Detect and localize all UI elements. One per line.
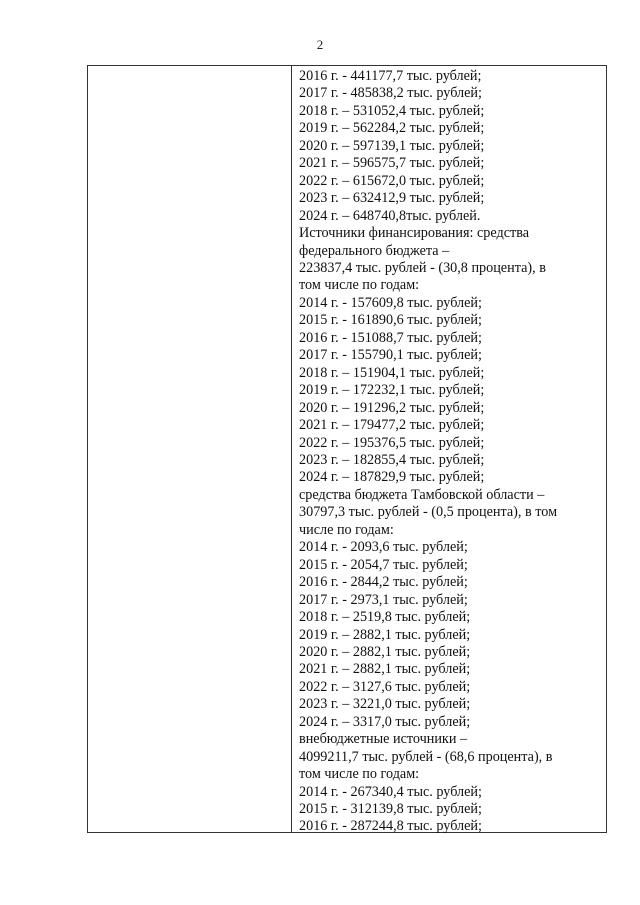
funding-line: 2016 г. - 2844,2 тыс. рублей; <box>299 574 468 591</box>
funding-line: 2022 г. – 3127,6 тыс. рублей; <box>299 678 471 695</box>
funding-line: 4099211,7 тыс. рублей - (68,6 процента), в <box>299 748 553 765</box>
funding-line: 2019 г. – 2882,1 тыс. рублей; <box>299 626 471 643</box>
funding-line: Источники финансирования: средства <box>299 225 530 242</box>
funding-line: 2017 г. - 485838,2 тыс. рублей; <box>299 85 482 102</box>
funding-line: 2019 г. – 562284,2 тыс. рублей; <box>299 120 485 137</box>
funding-line: 2019 г. – 172232,1 тыс. рублей; <box>299 382 485 399</box>
funding-line: внебюджетные источники – <box>299 731 468 748</box>
funding-line: 2023 г. – 3221,0 тыс. рублей; <box>299 696 471 713</box>
funding-line: 2022 г. – 195376,5 тыс. рублей; <box>299 434 485 451</box>
funding-line: том числе по годам: <box>299 766 420 783</box>
funding-line: 2016 г. - 441177,7 тыс. рублей; <box>299 68 482 84</box>
funding-line: средства бюджета Тамбовской области – <box>299 486 545 503</box>
funding-line: 2018 г. – 2519,8 тыс. рублей; <box>299 609 471 626</box>
funding-line: 2024 г. – 648740,8тыс. рублей. <box>299 207 481 224</box>
funding-line: 2017 г. - 155790,1 тыс. рублей; <box>299 347 482 364</box>
funding-line: федерального бюджета – <box>299 242 450 259</box>
funding-line: 2015 г. - 312139,8 тыс. рублей; <box>299 801 482 818</box>
funding-line: 2014 г. - 2093,6 тыс. рублей; <box>299 539 468 556</box>
funding-line: 2023 г. – 632412,9 тыс. рублей; <box>299 190 485 207</box>
funding-line: 2020 г. – 2882,1 тыс. рублей; <box>299 643 471 660</box>
funding-line: 2024 г. – 187829,9 тыс. рублей; <box>299 469 485 486</box>
table-left-column <box>88 66 292 832</box>
funding-line: 2017 г. - 2973,1 тыс. рублей; <box>299 591 468 608</box>
funding-line: 2020 г. – 191296,2 тыс. рублей; <box>299 399 485 416</box>
funding-line: 2021 г. – 596575,7 тыс. рублей; <box>299 155 485 172</box>
page-number: 2 <box>316 37 324 52</box>
funding-line: 2018 г. – 531052,4 тыс. рублей; <box>299 102 485 119</box>
funding-line: 2018 г. – 151904,1 тыс. рублей; <box>299 364 485 381</box>
funding-line: 2022 г. – 615672,0 тыс. рублей; <box>299 172 485 189</box>
funding-line: 2024 г. – 3317,0 тыс. рублей; <box>299 713 471 730</box>
funding-line: 2015 г. - 2054,7 тыс. рублей; <box>299 556 468 573</box>
funding-table <box>87 65 607 833</box>
funding-line: числе по годам: <box>299 521 394 538</box>
funding-line: 30797,3 тыс. рублей - (0,5 процента), в том <box>299 504 558 521</box>
funding-line: 2023 г. – 182855,4 тыс. рублей; <box>299 451 485 468</box>
funding-line: 2021 г. – 179477,2 тыс. рублей; <box>299 417 485 434</box>
table-right-column <box>299 68 598 836</box>
funding-line: 2016 г. - 151088,7 тыс. рублей; <box>299 329 482 346</box>
funding-line: 2016 г. - 287244,8 тыс. рублей; <box>299 818 482 835</box>
funding-line: 2014 г. - 267340,4 тыс. рублей; <box>299 783 482 800</box>
funding-line: 2021 г. – 2882,1 тыс. рублей; <box>299 661 471 678</box>
funding-line: 2020 г. – 597139,1 тыс. рублей; <box>299 137 485 154</box>
funding-line: 2014 г. - 157609,8 тыс. рублей; <box>299 294 482 311</box>
funding-line: том числе по годам: <box>299 277 420 294</box>
funding-line: 223837,4 тыс. рублей - (30,8 процента), в <box>299 259 546 276</box>
funding-line: 2015 г. - 161890,6 тыс. рублей; <box>299 312 482 329</box>
